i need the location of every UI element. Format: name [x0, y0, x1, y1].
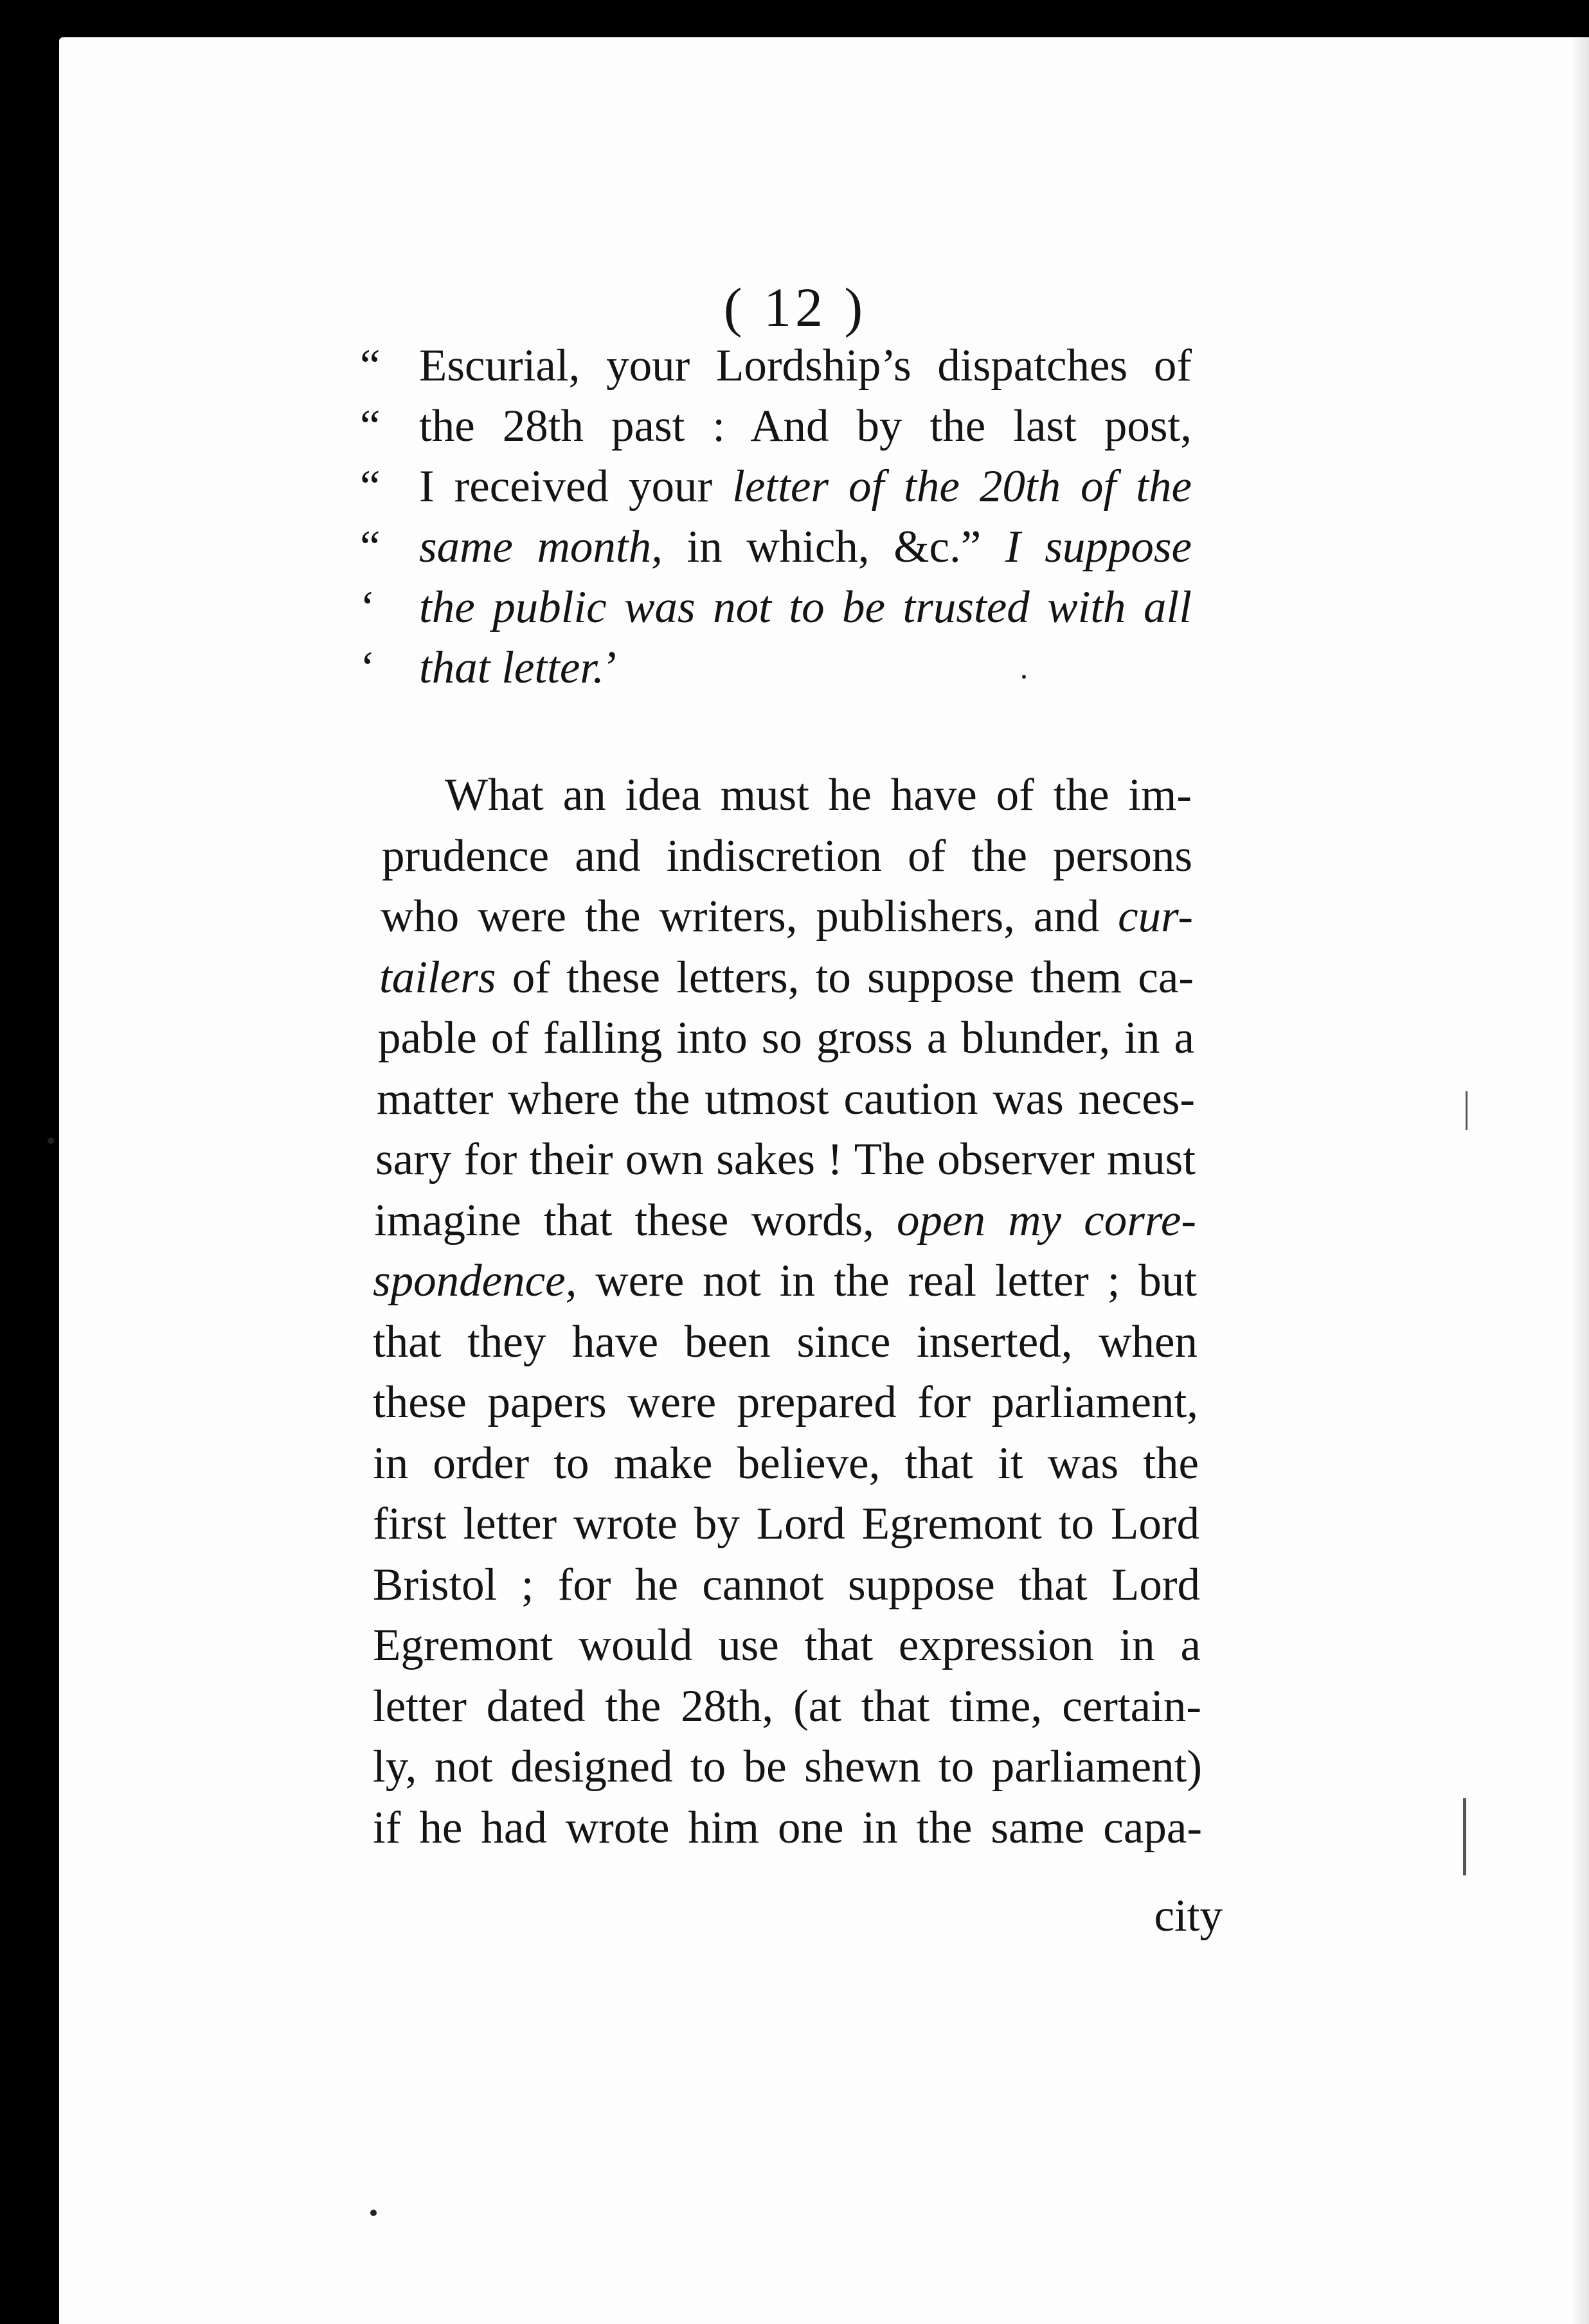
text-line	[373, 1435, 1199, 1492]
italic-text: open my corre-	[897, 1195, 1196, 1246]
ink-speck	[370, 2210, 377, 2216]
text-line	[373, 1556, 1200, 1614]
roman-text: prudence and indiscretion of the persons	[382, 830, 1192, 881]
italic-text: the public was not to be trusted with all	[419, 582, 1192, 632]
text-line	[373, 1373, 1198, 1431]
italic-text: tailers	[379, 952, 496, 1003]
roman-text: were not in the real letter ; but	[577, 1256, 1197, 1306]
text-line	[379, 949, 1194, 1006]
roman-text: pable of falling into so gross a blunder, in a	[378, 1013, 1194, 1063]
ink-speck	[48, 1138, 54, 1144]
ink-speck	[1022, 675, 1026, 679]
quote-mark: ‘	[360, 582, 375, 632]
italic-text: letter of the 20th of the	[732, 461, 1192, 512]
roman-text: these papers were prepared for parliament,	[373, 1377, 1198, 1427]
text-line	[373, 1495, 1199, 1553]
page-crease-mark	[1466, 1091, 1468, 1130]
roman-text: I received your	[419, 461, 733, 512]
italic-text: that letter.	[419, 643, 604, 693]
text-line	[360, 518, 1192, 576]
quote-mark: “	[360, 522, 381, 572]
roman-text: Escurial, your Lordship’s dispatches of	[419, 341, 1192, 391]
roman-text: Egremont would use that expression in a	[373, 1620, 1201, 1670]
page-edge-shadow	[1571, 37, 1589, 2324]
roman-text: in which, &c.”	[662, 522, 1005, 572]
roman-text: if he had wrote him one in the same capa-	[373, 1802, 1202, 1853]
text-line	[360, 397, 1192, 455]
text-line	[382, 827, 1192, 885]
text-line	[373, 1677, 1201, 1735]
text-line	[360, 639, 1192, 697]
roman-text: who were the writers, publishers, and	[381, 891, 1118, 942]
text-line	[445, 766, 1192, 824]
roman-text: the 28th past : And by the last post,	[419, 401, 1192, 451]
page-crease-mark	[1463, 1798, 1466, 1875]
text-line	[377, 1070, 1195, 1128]
italic-text: I suppose	[1005, 522, 1192, 572]
book-page	[59, 37, 1589, 2324]
roman-text: Bristol ; for he cannot suppose that Lord	[373, 1559, 1200, 1610]
roman-text: ’	[604, 643, 620, 693]
text-line	[373, 1616, 1201, 1674]
roman-text: What an idea must he have of the im-	[445, 770, 1192, 820]
italic-text: cur-	[1118, 891, 1193, 942]
text-line	[375, 1131, 1196, 1188]
text-line	[373, 1738, 1202, 1796]
roman-text: matter where the utmost caution was neces-	[377, 1073, 1195, 1124]
quote-mark: “	[360, 461, 381, 512]
roman-text: letter dated the 28th, (at that time, certain-	[373, 1681, 1201, 1731]
text-line	[373, 1313, 1198, 1371]
page-number: ( 12 )	[723, 276, 867, 338]
catchword: city	[1154, 1891, 1223, 1941]
roman-text: of these letters, to suppose them ca-	[496, 952, 1194, 1003]
italic-text: same month,	[419, 522, 663, 572]
text-line	[360, 337, 1192, 395]
text-line	[374, 1192, 1196, 1249]
roman-text: imagine that these words,	[374, 1195, 897, 1246]
quote-mark: “	[360, 341, 381, 391]
roman-text: in order to make believe, that it was the	[373, 1438, 1199, 1488]
text-line	[381, 888, 1193, 945]
text-line	[378, 1009, 1194, 1067]
roman-text: ly, not designed to be shewn to parliament)	[373, 1742, 1202, 1792]
text-line	[373, 1252, 1197, 1310]
roman-text: that they have been since inserted, when	[373, 1316, 1198, 1367]
roman-text: first letter wrote by Lord Egremont to Lord	[373, 1499, 1199, 1549]
quote-mark: “	[360, 401, 381, 451]
italic-text: spondence,	[373, 1256, 577, 1306]
roman-text: sary for their own sakes ! The observer must	[375, 1134, 1196, 1184]
quote-mark: ‘	[360, 643, 375, 693]
text-line	[360, 578, 1192, 636]
text-line	[360, 458, 1192, 515]
text-line	[373, 1799, 1202, 1857]
